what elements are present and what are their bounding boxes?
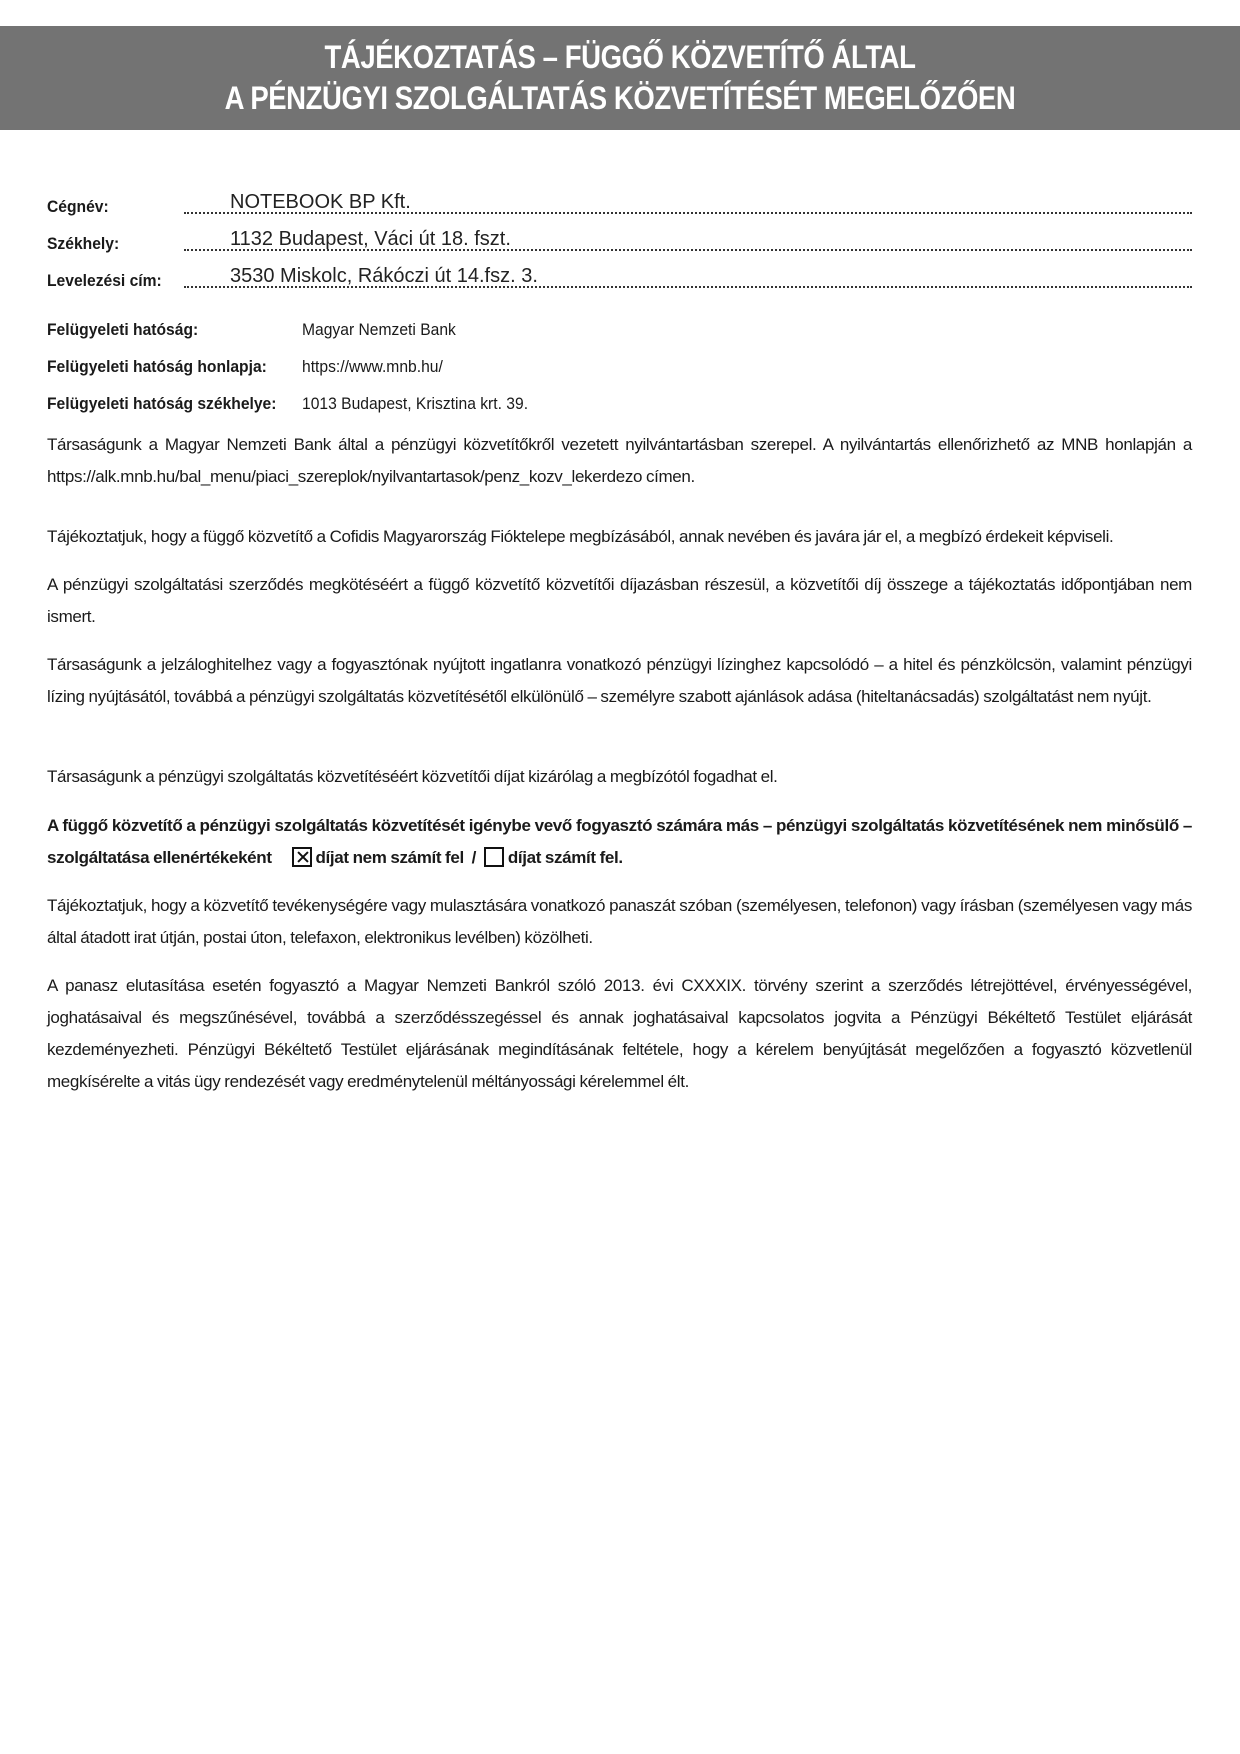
supervisor-website-label: Felügyeleti hatóság honlapja:: [47, 357, 267, 376]
checkbox-fee-unchecked[interactable]: [484, 847, 504, 867]
supervisor-seat-value: 1013 Budapest, Krisztina krt. 39.: [302, 394, 529, 413]
document-header: [0, 26, 1240, 130]
option-no-fee-label: díjat nem számít fel: [315, 848, 464, 867]
paragraph-fee: A pénzügyi szolgáltatási szerződés megkötéséért a függő közvetítő közvetítői díjazásban részesül, a közvetítői díj összege a tájékoztatás időpontjában nem ismert.: [47, 575, 1192, 626]
company-seat-field[interactable]: 1132 Budapest, Váci út 18. fszt.: [230, 228, 511, 250]
paragraph-complaint: Tájékoztatjuk, hogy a közvetítő tevékenységére vagy mulasztására vonatkozó panaszát szóban (személyesen, telefonon) vagy írásban (személyesen vagy más által átadott irat útján, postai úton, telefaxon, elektronikus levélben) közölheti.: [47, 896, 1192, 947]
company-seat-dotted-line: [184, 249, 1192, 251]
company-mail-label: Levelezési cím:: [47, 271, 162, 290]
supervisor-authority-label: Felügyeleti hatóság:: [47, 320, 199, 339]
paragraph-fee-source: Társaságunk a pénzügyi szolgáltatás közvetítéséért közvetítői díjat kizárólag a megbízótól fogadhat el.: [47, 767, 778, 786]
paragraph-advisory: Társaságunk a jelzáloghitelhez vagy a fogyasztónak nyújtott ingatlanra vonatkozó pénzügyi lízinghez kapcsolódó – a hitel és pénzkölcsön, valamint pénzügyi lízing nyújtásától, továbbá a pénzügyi szolgáltatás közvetítésétől elkülönülő – személyre szabott ajánlások adása (hiteltanácsadás) szolgáltatást nem nyújt.: [47, 655, 1192, 706]
company-mail-field[interactable]: 3530 Miskolc, Rákóczi út 14.fsz. 3.: [230, 265, 538, 287]
paragraph-registry: Társaságunk a Magyar Nemzeti Bank által a pénzügyi közvetítőkről vezetett nyilvántartásban szerepel. A nyilvántartás ellenőrizhető az MNB honlapján a https://alk.mnb.hu/bal_menu/piaci_szereplok/nyilvantartasok/penz_kozv_lekerdezo címen.: [47, 435, 1192, 486]
company-name-field[interactable]: NOTEBOOK BP Kft.: [230, 191, 411, 213]
supervisor-seat-label: Felügyeleti hatóság székhelye:: [47, 394, 277, 413]
other-service-fee-text: A függő közvetítő a pénzügyi szolgáltatás közvetítését igénybe vevő fogyasztó számára más – pénzügyi szolgáltatás közvetítésének nem minősülő – szolgáltatása ellenértékeként: [47, 816, 1192, 867]
header-title-line2: A PÉNZÜGYI SZOLGÁLTATÁS KÖZVETÍTÉSÉT MEGELŐZŐEN: [224, 80, 1016, 116]
company-seat-row: [47, 228, 1192, 262]
supervisor-authority-value: Magyar Nemzeti Bank: [302, 320, 456, 339]
paragraph-other-service-fee: [47, 810, 1192, 874]
company-name-label: Cégnév:: [47, 197, 109, 216]
company-mail-row: [47, 265, 1192, 299]
supervisor-website-value[interactable]: https://www.mnb.hu/: [302, 357, 443, 376]
company-name-row: [47, 191, 1192, 225]
company-name-dotted-line: [184, 212, 1192, 214]
paragraph-arbitration: A panasz elutasítása esetén fogyasztó a Magyar Nemzeti Bankról szóló 2013. évi CXXXIX. törvény szerint a szerződés létrejöttével, érvényességével, joghatásaival és megszűnésével, továbbá a szerződésszegéssel és annak joghatásaival kapcsolatos jogvita a Pénzügyi Békéltető Testület eljárását kezdeményezheti. Pénzügyi Békéltető Testület eljárásának megindításának feltétele, hogy a kérelem benyújtását megelőzően a fogyasztó közvetlenül megkísérelte a vitás ügy rendezését vagy eredménytelenül méltányossági kérelemmel élt.: [47, 976, 1192, 1091]
checkbox-no-fee-checked[interactable]: [292, 847, 312, 867]
paragraph-mandate: Tájékoztatjuk, hogy a függő közvetítő a Cofidis Magyarország Fióktelepe megbízásából, annak nevében és javára jár el, a megbízó érdekeit képviseli.: [47, 527, 1114, 546]
company-seat-label: Székhely:: [47, 234, 120, 253]
company-mail-dotted-line: [184, 286, 1192, 288]
option-fee-label: díjat számít fel.: [507, 848, 623, 867]
header-title-line1: TÁJÉKOZTATÁS – FÜGGŐ KÖZVETÍTŐ ÁLTAL: [324, 39, 916, 75]
option-separator: /: [471, 848, 476, 867]
